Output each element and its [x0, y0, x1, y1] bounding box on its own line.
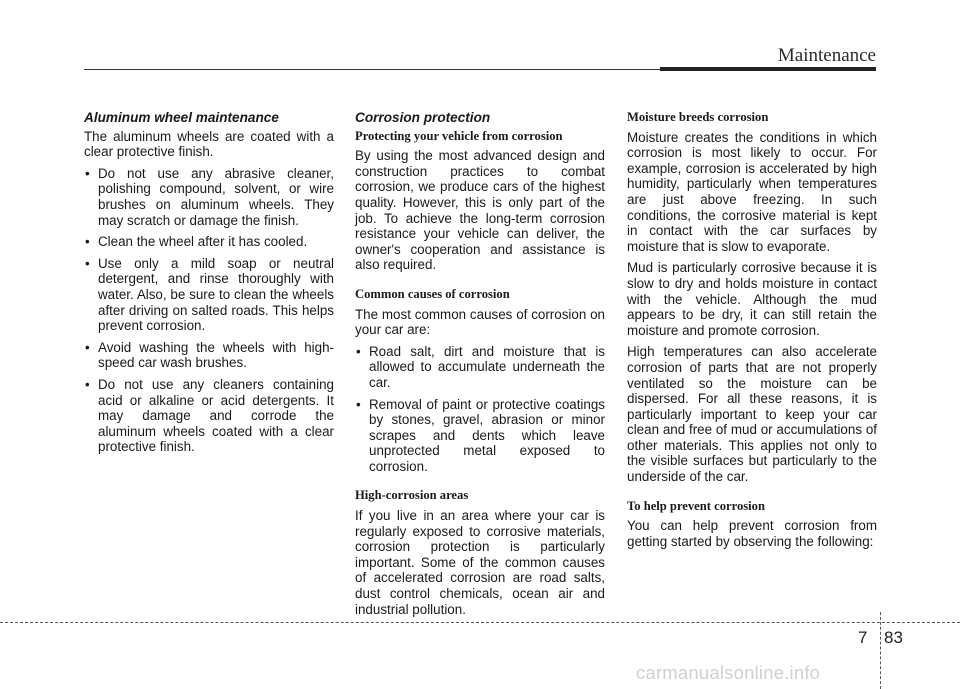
paragraph: By using the most advanced design and construction practices to combat corrosion, we produce cars of the highest quality. However, this is only part of the job. To achieve the long-term corrosion resistance your vehicle can deliver, the owner's cooperation and assistance is also required. [355, 148, 605, 273]
column-moisture [627, 110, 877, 555]
list-item: • Clean the wheel after it has cooled. [84, 234, 334, 250]
list-item: • Avoid washing the wheels with high-speed car wash brushes. [84, 340, 334, 371]
section-title-corrosion: Corrosion protection [355, 110, 491, 125]
subsection-title: High-corrosion areas [355, 488, 469, 503]
page-number: 83 [884, 628, 903, 647]
section-title-aluminum-wheel: Aluminum wheel maintenance [84, 110, 279, 125]
paragraph: If you live in an area where your car is regularly exposed to corrosive materials, corrosion protection is particularly important. Some of the common causes of accelerated corrosion are road salts, dust control chemicals, ocean air and industrial pollution. [355, 508, 605, 617]
column-corrosion-protection [355, 110, 605, 623]
subsection-title: To help prevent corrosion [627, 498, 765, 513]
bullet-list [84, 166, 334, 455]
list-item: • Do not use any abrasive cleaner, polishing compound, solvent, or wire brushes on aluminum wheels. They may scratch or damage the finish. [84, 166, 334, 228]
list-item: • Do not use any cleaners containing acid or alkaline or acid detergents. It may damage and corrode the aluminum wheels coated with a clear protective finish. [84, 377, 334, 455]
list-item: • Use only a mild soap or neutral detergent, and rinse thoroughly with water. Also, be sure to clean the wheels after driving on salted roads. This helps prevent corrosion. [84, 256, 334, 334]
bullet-list [355, 344, 605, 475]
paragraph: Moisture creates the conditions in which corrosion is most likely to occur. For example, corrosion is accelerated by high humidity, particularly when temperatures are just above freezing. In such conditions, the corrosive material is kept in contact with the car surfaces by moisture that is slow to evaporate. [627, 129, 877, 254]
subsection-title: Common causes of corrosion [355, 286, 510, 301]
page-header-title: Maintenance [777, 45, 876, 66]
list-item: • Removal of paint or protective coatings by stones, gravel, abrasion or minor scrapes and dents which leave unprotected metal exposed to corrosion. [355, 397, 605, 475]
subsection-title: Protecting your vehicle from corrosion [355, 128, 563, 143]
watermark: carmanualsonline.info [636, 662, 821, 683]
column-aluminum-wheel [84, 110, 334, 461]
paragraph: The most common causes of corrosion on your car are: [355, 306, 605, 338]
footer-rule [0, 622, 960, 623]
footer-divider [880, 612, 881, 689]
paragraph: The aluminum wheels are coated with a clear protective finish. [84, 128, 334, 160]
list-item: • Road salt, dirt and moisture that is allowed to accumulate underneath the car. [355, 344, 605, 391]
header-rule-accent [660, 67, 876, 71]
paragraph: You can help prevent corrosion from getting started by observing the following: [627, 518, 877, 549]
paragraph: High temperatures can also accelerate corrosion of parts that are not properly ventilated so the moisture can be dispersed. For all these reasons, it is particularly important to keep your car clean and free of mud or accumulations of other materials. This applies not only to the visible surfaces but particularly to the underside of the car. [627, 344, 877, 485]
header-rule [84, 69, 660, 70]
paragraph: Mud is particularly corrosive because it is slow to dry and holds moisture in contact with the vehicle. Although the mud appears to be dry, it can still retain the moisture and promote corrosion. [627, 260, 877, 338]
chapter-number: 7 [858, 628, 868, 647]
subsection-title: Moisture breeds corrosion [627, 110, 769, 124]
